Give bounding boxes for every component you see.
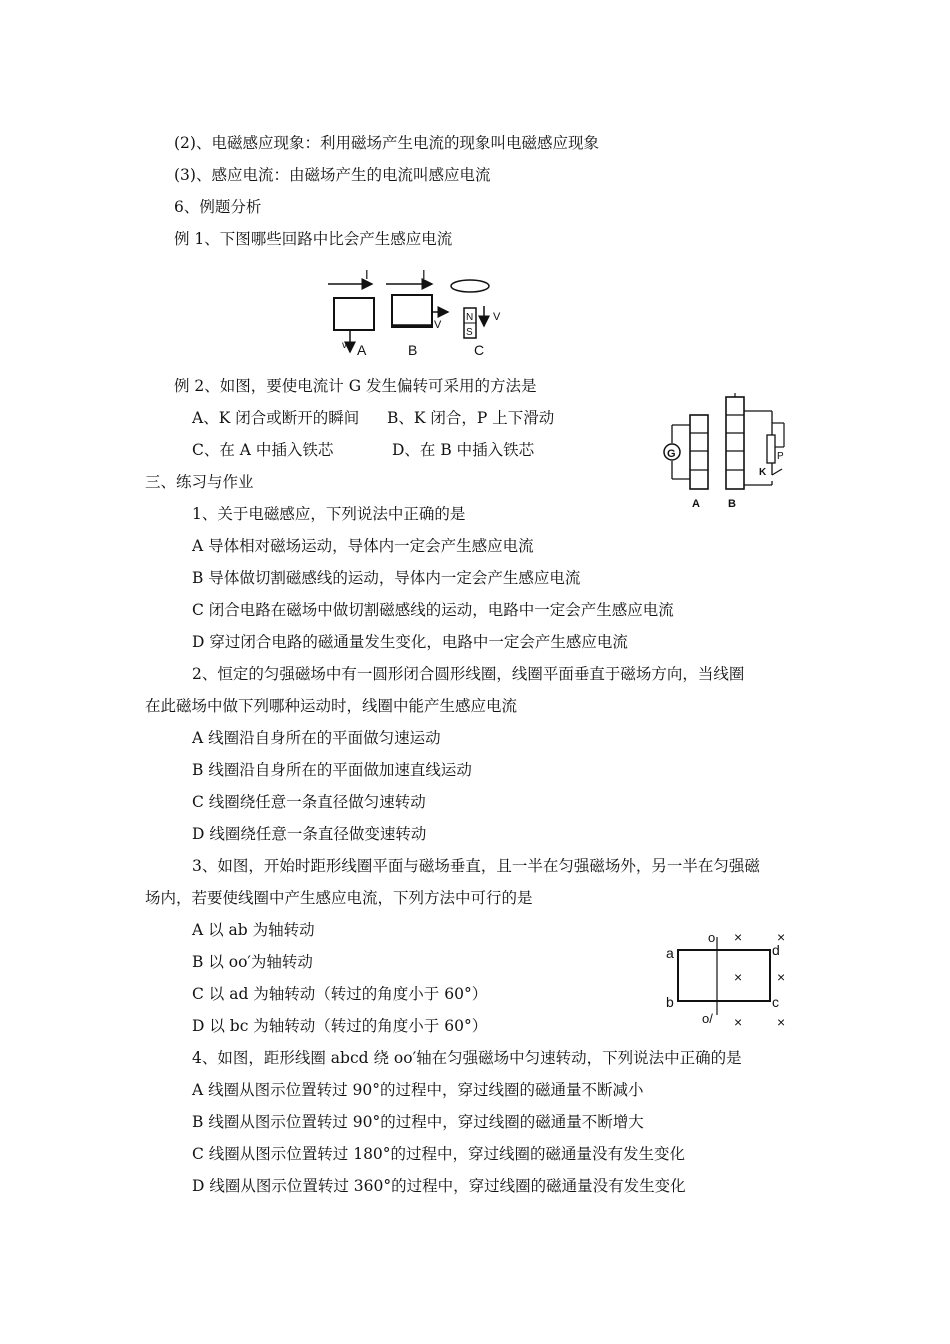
figure-problem3 [660,925,800,1035]
option-line: C 以 ad 为轴转动（转过的角度小于 60°） [192,985,488,1003]
text-line: 例 1、下图哪些回路中比会产生感应电流 [174,230,453,248]
option-line: A 线圈从图示位置转过 90°的过程中，穿过线圈的磁通量不断减小 [192,1081,644,1099]
magnet-n-label: N [466,312,474,323]
coil-a-label: A [692,498,700,510]
text-line: 6、例题分析 [174,198,262,216]
current-label: I [422,267,426,282]
coil-b-label: B [728,498,736,510]
corner-b-label: b [666,994,674,1010]
option-line: D、在 B 中插入铁芯 [392,441,535,459]
text-line: 在此磁场中做下列哪种运动时，线圈中能产生感应电流 [145,697,518,715]
text-line: 4、如图，距形线圈 abcd 绕 oo′轴在匀强磁场中匀速转动，下列说法中正确的是 [192,1049,742,1067]
option-line: C 闭合电路在磁场中做切割磁感线的运动，电路中一定会产生感应电流 [192,601,674,619]
figure-example2 [660,393,795,518]
option-line: A 线圈沿自身所在的平面做匀速运动 [192,729,441,747]
axis-o-prime-label: o/ [702,1011,713,1026]
field-cross: × [777,929,786,945]
option-line: B 线圈沿自身所在的平面做加速直线运动 [192,761,472,779]
corner-c-label: c [772,994,779,1010]
axis-o-label: o [708,930,716,945]
text-line: 场内，若要使线圈中产生感应电流，下列方法中可行的是 [145,889,533,907]
text-line: 1、关于电磁感应，下列说法中正确的是 [192,505,466,523]
text-line: 例 2、如图，要使电流计 G 发生偏转可采用的方法是 [174,377,537,395]
option-line: C、在 A 中插入铁芯 [192,441,334,459]
field-cross: × [777,1014,786,1030]
switch-k-label: K [759,467,767,478]
field-cross: × [734,969,743,985]
resistor-p-label: P [777,451,784,462]
loop-a-label: A [357,342,367,358]
field-cross: × [734,1014,743,1030]
corner-a-label: a [666,945,674,961]
velocity-label: v [342,340,347,351]
field-cross: × [777,969,786,985]
figure-example1 [320,262,520,362]
velocity-label: V [434,319,442,331]
corner-d-label: d [772,942,780,958]
text-line: 3、如图，开始时距形线圈平面与磁场垂直，且一半在匀强磁场外，另一半在匀强磁 [192,857,760,875]
option-line: D 线圈绕任意一条直径做变速转动 [192,825,427,843]
option-line: B 以 oo′为轴转动 [192,953,313,971]
option-line: C 线圈从图示位置转过 180°的过程中，穿过线圈的磁通量没有发生变化 [192,1145,686,1163]
option-line: B 导体做切割磁感线的运动，导体内一定会产生感应电流 [192,569,581,587]
galvanometer-label: G [667,448,676,460]
field-cross: × [734,929,743,945]
text-line: (2)、电磁感应现象：利用磁场产生电流的现象叫电磁感应现象 [174,134,599,152]
text-line: (3)、感应电流：由磁场产生的电流叫感应电流 [174,166,491,184]
option-line: C 线圈绕任意一条直径做匀速转动 [192,793,426,811]
option-line: D 以 bc 为轴转动（转过的角度小于 60°） [192,1017,488,1035]
option-line: B 线圈从图示位置转过 90°的过程中，穿过线圈的磁通量不断增大 [192,1113,644,1131]
option-line: A 以 ab 为轴转动 [192,921,315,939]
option-line: D 穿过闭合电路的磁通量发生变化，电路中一定会产生感应电流 [192,633,628,651]
option-line: A、K 闭合或断开的瞬间 [192,409,360,427]
magnet-s-label: S [466,327,473,338]
loop-c-label: C [474,342,485,358]
option-line: D 线圈从图示位置转过 360°的过程中，穿过线圈的磁通量没有发生变化 [192,1177,686,1195]
option-line: A 导体相对磁场运动，导体内一定会产生感应电流 [192,537,534,555]
current-label: I [365,267,369,282]
velocity-label: V [493,311,501,323]
loop-b-label: B [408,342,418,358]
option-line: B、K 闭合，P 上下滑动 [387,409,555,427]
section-heading: 三、练习与作业 [145,473,254,491]
text-line: 2、恒定的匀强磁场中有一圆形闭合圆形线圈，线圈平面垂直于磁场方向，当线圈 [192,665,745,683]
